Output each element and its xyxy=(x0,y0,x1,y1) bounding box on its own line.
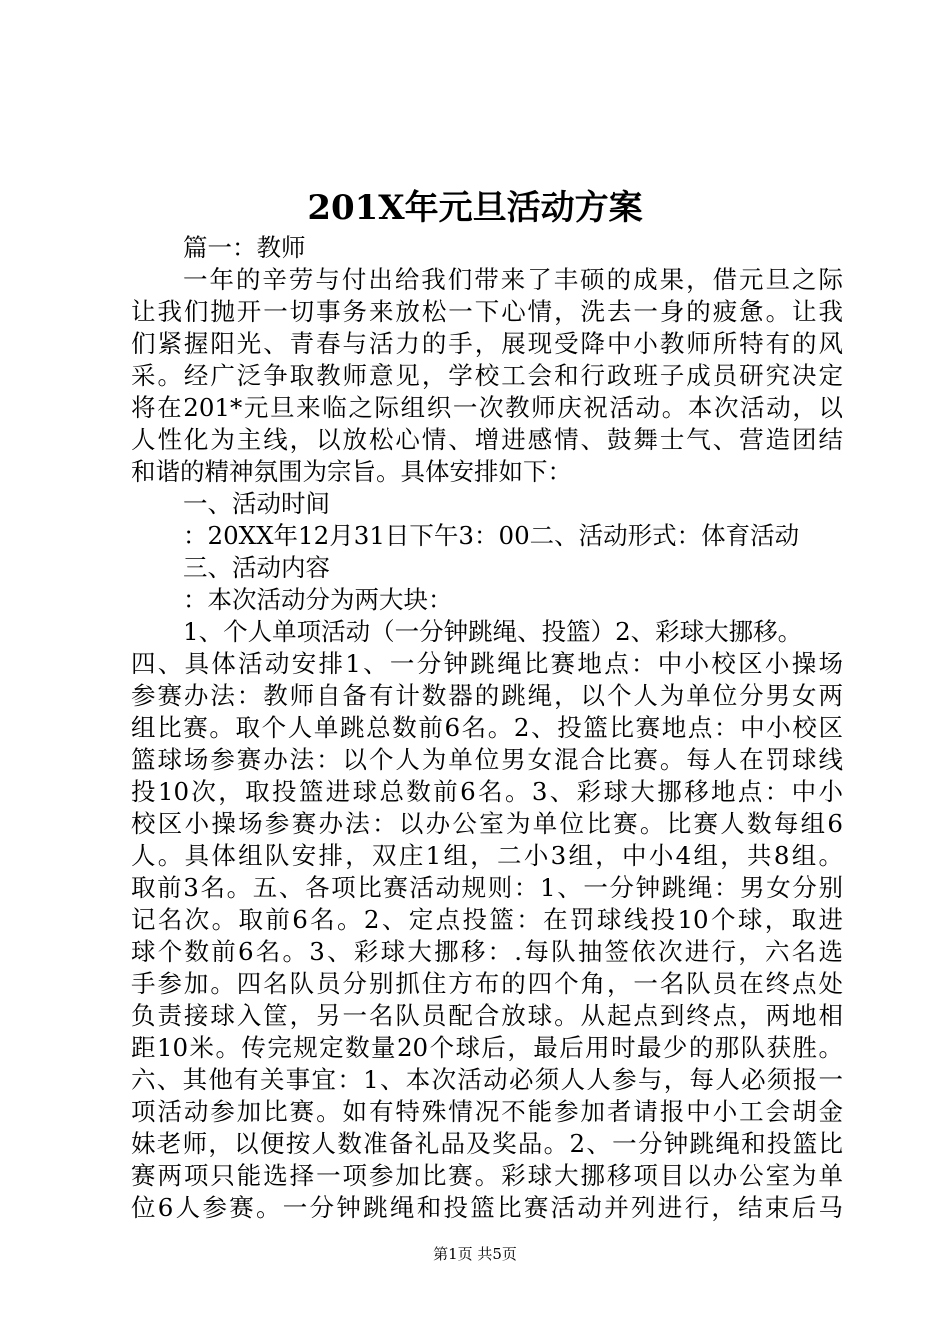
paragraph-line: 人。具体组队安排，双庄1组，二小3组，中小4组，共8组。 xyxy=(131,841,843,870)
section-label: 篇一：教师 xyxy=(183,233,306,262)
paragraph-line: 采。经广泛争取教师意见，学校工会和行政班子成员研究决定 xyxy=(131,361,843,390)
paragraph-line: 和谐的精神氛围为宗旨。具体安排如下： xyxy=(131,457,572,486)
paragraph-line: 赛两项只能选择一项参加比赛。彩球大挪移项目以办公室为单 xyxy=(131,1161,843,1190)
paragraph-line: 校区小操场参赛办法：以办公室为单位比赛。比赛人数每组6 xyxy=(131,809,843,838)
paragraph-line: 投10次，取投篮进球总数前6名。3、彩球大挪移地点：中小 xyxy=(131,777,843,806)
paragraph-line: 人性化为主线，以放松心情、增进感情、鼓舞士气、营造团结 xyxy=(131,425,843,454)
paragraph-line: 妹老师，以便按人数准备礼品及奖品。2、一分钟跳绳和投篮比 xyxy=(131,1129,843,1158)
paragraph-line: 球个数前6名。3、彩球大挪移：.每队抽签依次进行，六名选 xyxy=(131,937,843,966)
paragraph-line: 四、具体活动安排1、一分钟跳绳比赛地点：中小校区小操场 xyxy=(131,649,843,678)
paragraph-line: 项活动参加比赛。如有特殊情况不能参加者请报中小工会胡金 xyxy=(131,1097,843,1126)
paragraph-line: 记名次。取前6名。2、定点投篮：在罚球线投10个球，取进 xyxy=(131,905,843,934)
paragraph-line: 六、其他有关事宜：1、本次活动必须人人参与，每人必须报一 xyxy=(131,1065,843,1094)
paragraph-line: 让我们抛开一切事务来放松一下心情，洗去一身的疲惫。让我 xyxy=(131,297,843,326)
paragraph-line: 组比赛。取个人单跳总数前6名。2、投篮比赛地点：中小校区 xyxy=(131,713,843,742)
paragraph-line: 手参加。四名队员分别抓住方布的四个角，一名队员在终点处 xyxy=(131,969,843,998)
paragraph-line: 取前3名。五、各项比赛活动规则：1、一分钟跳绳：男女分别 xyxy=(131,873,843,902)
paragraph-line: 位6人参赛。一分钟跳绳和投篮比赛活动并列进行，结束后马 xyxy=(131,1193,843,1222)
paragraph-line: ：20XX年12月31日下午3：00二、活动形式：体育活动 xyxy=(183,521,800,550)
section-heading: 三、活动内容 xyxy=(183,553,330,582)
paragraph-line: ：本次活动分为两大块： xyxy=(183,585,453,614)
paragraph-line: 将在201*元旦来临之际组织一次教师庆祝活动。本次活动，以 xyxy=(131,393,843,422)
page-number: 第1页 共5页 xyxy=(433,1245,517,1263)
paragraph-line: 参赛办法：教师自备有计数器的跳绳，以个人为单位分男女两 xyxy=(131,681,843,710)
paragraph-line: 们紧握阳光、青春与活力的手，展现受降中小教师所特有的风 xyxy=(131,329,843,358)
paragraph-line: 一年的辛劳与付出给我们带来了丰硕的成果，借元旦之际 xyxy=(183,265,843,294)
section-heading: 一、活动时间 xyxy=(183,489,330,518)
page-title: 201X年元旦活动方案 xyxy=(307,188,643,228)
paragraph-line: 1、个人单项活动（一分钟跳绳、投篮）2、彩球大挪移。 xyxy=(183,617,803,646)
paragraph-line: 距10米。传完规定数量20个球后，最后用时最少的那队获胜。 xyxy=(131,1033,843,1062)
paragraph-line: 负责接球入筐，另一名队员配合放球。从起点到终点，两地相 xyxy=(131,1001,843,1030)
paragraph-line: 篮球场参赛办法：以个人为单位男女混合比赛。每人在罚球线 xyxy=(131,745,843,774)
